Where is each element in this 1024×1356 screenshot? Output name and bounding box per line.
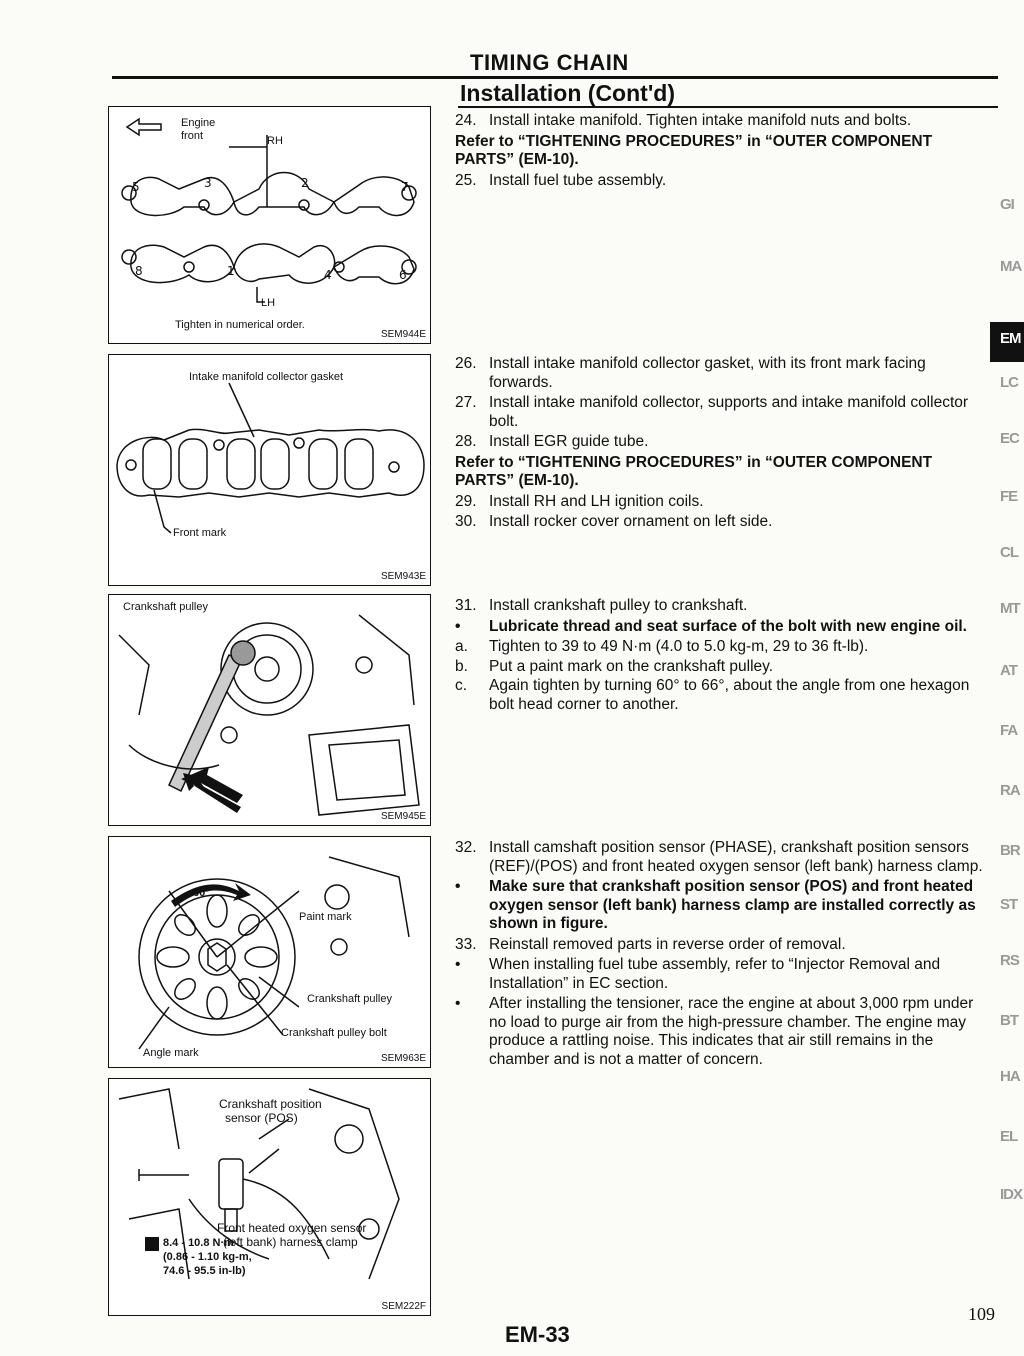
figure-collector-gasket bbox=[108, 354, 431, 586]
section-tab-el[interactable]: EL bbox=[1000, 1128, 1018, 1145]
section-tab-ma[interactable]: MA bbox=[1000, 258, 1022, 275]
bolt-order-6: 6 bbox=[399, 268, 407, 282]
section-tab-ha[interactable]: HA bbox=[1000, 1068, 1020, 1085]
bolt-order-8: 8 bbox=[135, 264, 143, 278]
substep-c: c. Again tighten by turning 60° to 66°, about the angle from one hexagon bolt head corner to another. bbox=[455, 677, 970, 713]
bolt-order-5: 5 bbox=[132, 180, 140, 194]
section-tab-br[interactable]: BR bbox=[1000, 842, 1020, 859]
tightening-caption: Tighten in numerical order. bbox=[175, 319, 305, 331]
section-rule bbox=[458, 106, 998, 108]
section-tab-gi[interactable]: GI bbox=[1000, 196, 1014, 213]
step-29: 29. Install RH and LH ignition coils. bbox=[455, 492, 704, 510]
torque-spec bbox=[163, 1236, 252, 1278]
section-tab-st[interactable]: ST bbox=[1000, 896, 1018, 913]
section-tab-ec[interactable]: EC bbox=[1000, 430, 1019, 447]
substep-b: b. Put a paint mark on the crankshaft pulley. bbox=[455, 657, 774, 675]
lh-label: LH bbox=[261, 297, 276, 309]
bolt-order-1: 1 bbox=[227, 264, 235, 278]
torque-spec-line2: (0.86 - 1.10 kg-m, bbox=[163, 1251, 252, 1263]
tensioner-note: • After installing the tensioner, race the engine at about 3,000 rpm under no load to purge air from the high-pressure chamber. The engine may produce a rattling noise. This indicates that air still remains in the chamber and is not a matter of concern. bbox=[455, 995, 990, 1069]
section-tab-mt[interactable]: MT bbox=[1000, 600, 1020, 617]
torque-spec-line3: 74.6 - 95.5 in-lb) bbox=[163, 1265, 246, 1277]
steps-32-33 bbox=[455, 839, 990, 1071]
section-tab-fe[interactable]: FE bbox=[1000, 488, 1018, 505]
figure-code: SEM944E bbox=[380, 329, 426, 340]
page-number: 109 bbox=[968, 1304, 995, 1324]
figure-angle-tightening bbox=[108, 836, 431, 1068]
section-tab-lc[interactable]: LC bbox=[1000, 374, 1018, 391]
step-31 bbox=[455, 597, 990, 715]
fuel-tube-note: • When installing fuel tube assembly, refer to “Injector Removal and Installation” in EC section. bbox=[455, 956, 990, 993]
title-rule bbox=[112, 76, 998, 79]
bolt-order-4: 4 bbox=[324, 268, 332, 282]
torque-spec-line1: 8.4 - 10.8 N·m bbox=[163, 1237, 234, 1249]
step-24: 24. Install intake manifold. Tighten intake manifold nuts and bolts. bbox=[455, 112, 912, 129]
angle-60-label: 60° bbox=[193, 887, 210, 899]
steps-24-25 bbox=[455, 112, 990, 192]
document-code: EM-33 bbox=[505, 1322, 570, 1347]
rh-label: RH bbox=[267, 135, 283, 147]
crankshaft-pulley-bolt-label: Crankshaft pulley bolt bbox=[281, 1027, 387, 1039]
step-25: 25. Install fuel tube assembly. bbox=[455, 171, 667, 189]
crankshaft-pulley-drawing bbox=[109, 595, 430, 825]
bolt-order-7: 7 bbox=[401, 180, 409, 194]
o2-label-line2: (left bank) harness clamp bbox=[223, 1235, 358, 1249]
paint-mark-label: Paint mark bbox=[299, 911, 352, 923]
substep-a: a. Tighten to 39 to 49 N·m (4.0 to 5.0 kg-m, 29 to 36 ft-lb). bbox=[455, 638, 869, 655]
section-tab-fa[interactable]: FA bbox=[1000, 722, 1018, 739]
step-31-main: 31. Install crankshaft pulley to crankshaft. bbox=[455, 597, 748, 614]
crankshaft-pulley-label: Crankshaft pulley bbox=[123, 601, 208, 613]
sensor-label-line1: Crankshaft position bbox=[219, 1097, 322, 1111]
step-33: 33. Reinstall removed parts in reverse order of removal. bbox=[455, 935, 846, 953]
figure-code: SEM222F bbox=[381, 1301, 426, 1312]
sensor-label-line2: sensor (POS) bbox=[225, 1111, 298, 1125]
front-mark-label: Front mark bbox=[173, 527, 227, 539]
page-title: TIMING CHAIN bbox=[470, 50, 629, 75]
section-title: Installation (Cont'd) bbox=[460, 80, 675, 106]
refer-tightening-1: Refer to “TIGHTENING PROCEDURES” in “OUTER COMPONENT PARTS” (EM-10). bbox=[455, 132, 933, 168]
step-28: 28. Install EGR guide tube. bbox=[455, 433, 649, 450]
figure-code: SEM963E bbox=[380, 1053, 426, 1064]
figure-code: SEM943E bbox=[380, 571, 426, 582]
section-tab-rs[interactable]: RS bbox=[1000, 952, 1019, 969]
o2-label-line1: Front heated oxygen sensor bbox=[217, 1221, 367, 1235]
step-27: 27. Install intake manifold collector, supports and intake manifold collector bolt. bbox=[455, 394, 969, 430]
section-tab-at[interactable]: AT bbox=[1000, 662, 1017, 679]
section-tab-ra[interactable]: RA bbox=[1000, 782, 1020, 799]
section-tab-cl[interactable]: CL bbox=[1000, 544, 1018, 561]
section-tab-idx[interactable]: IDX bbox=[1000, 1186, 1023, 1203]
step-32: 32. Install camshaft position sensor (PHASE), crankshaft position sensors (REF)/(POS) and front heated oxygen sensor (left bank) harness clamp. bbox=[455, 839, 983, 875]
section-tab-em[interactable]: EM bbox=[990, 322, 1024, 362]
figure-manifold-tightening-order bbox=[108, 106, 431, 344]
figure-crankshaft-pulley-install bbox=[108, 594, 431, 826]
step-30: 30. Install rocker cover ornament on left side. bbox=[455, 513, 773, 530]
crankshaft-pulley-label: Crankshaft pulley bbox=[307, 993, 392, 1005]
angle-mark-label: Angle mark bbox=[143, 1047, 199, 1059]
section-tab-bt[interactable]: BT bbox=[1000, 1012, 1018, 1029]
step-26: 26. Install intake manifold collector gasket, with its front mark facing forwards. bbox=[455, 355, 926, 391]
engine-front-label: Engine front bbox=[181, 117, 216, 142]
bolt-order-2: 2 bbox=[301, 176, 309, 190]
sensor-check-note: • Make sure that crankshaft position sensor (POS) and front heated oxygen sensor (left bank) harness clamp are installed correctly as shown in figure. bbox=[455, 878, 990, 934]
figure-sensor-harness-clamp bbox=[108, 1078, 431, 1316]
figure-code: SEM945E bbox=[380, 811, 426, 822]
lubricate-note: • Lubricate thread and seat surface of the bolt with new engine oil. bbox=[455, 618, 990, 637]
bolt-order-3: 3 bbox=[204, 176, 212, 190]
steps-26-30 bbox=[455, 355, 990, 534]
crankshaft-sensor-label bbox=[219, 1097, 322, 1125]
collector-gasket-drawing bbox=[109, 355, 430, 585]
gasket-label: Intake manifold collector gasket bbox=[189, 371, 344, 383]
torque-icon bbox=[145, 1237, 159, 1251]
refer-tightening-2: Refer to “TIGHTENING PROCEDURES” in “OUTER COMPONENT PARTS” (EM-10). bbox=[455, 453, 933, 489]
